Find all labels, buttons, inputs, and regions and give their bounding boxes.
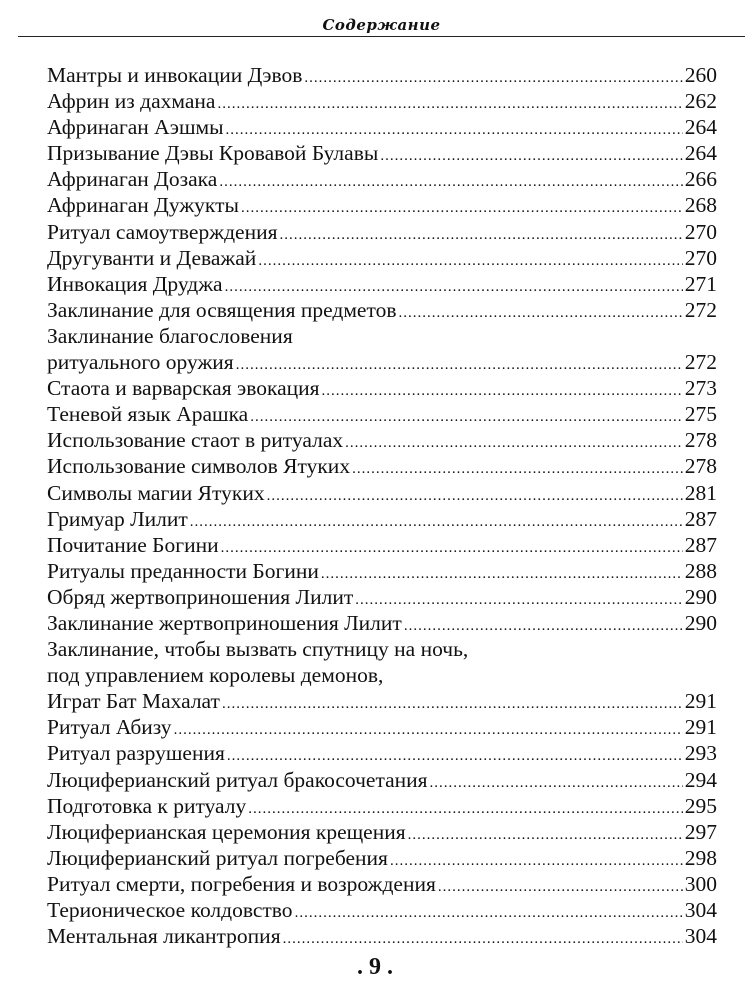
toc-entry-title: Афринаган Аэшмы <box>47 115 224 140</box>
toc-entry-title: Ритуал разрушения <box>47 741 225 766</box>
toc-entry-page: 294 <box>684 767 717 792</box>
dot-leader <box>227 740 683 769</box>
toc-entry[interactable] <box>47 871 717 897</box>
toc-entry[interactable] <box>47 845 717 871</box>
toc-entry[interactable] <box>47 584 717 610</box>
toc-entry[interactable] <box>47 88 717 114</box>
toc-entry-page: 291 <box>684 689 717 714</box>
dot-leader <box>248 793 682 822</box>
toc-entry-title: Инвокация Друджа <box>47 271 223 296</box>
dot-leader <box>321 558 683 587</box>
toc-entry-page: 272 <box>684 297 717 322</box>
toc-entry-page: 268 <box>684 193 717 218</box>
toc-entry-title: Ритуал смерти, погребения и возрождения <box>47 871 436 896</box>
toc-entry[interactable] <box>47 610 717 636</box>
toc-entry-page: 273 <box>684 376 717 401</box>
toc-entry-page: 288 <box>684 558 717 583</box>
dot-leader <box>345 427 683 456</box>
toc-entry-page: 264 <box>684 115 717 140</box>
toc-entry-title: Ритуал Абизу <box>47 715 172 740</box>
toc-entry-title: Люциферианский ритуал погребения <box>47 845 388 870</box>
toc-entry-title: Призывание Дэвы Кровавой Булавы <box>47 141 379 166</box>
dot-leader <box>236 349 683 378</box>
toc-entry-title: Африн из дахмана <box>47 89 216 114</box>
toc-entry-page: 293 <box>684 741 717 766</box>
toc-entry-page: 270 <box>684 219 717 244</box>
dot-leader <box>430 767 683 796</box>
toc-entry-title: Ритуалы преданности Богини <box>47 558 319 583</box>
toc-entry[interactable] <box>47 636 717 662</box>
toc-entry-title: Другуванти и Деважай <box>47 245 257 270</box>
toc-entry-title: Гримуар Лилит <box>47 506 188 531</box>
toc-entry-title: Использование символов Ятуких <box>47 454 351 479</box>
toc-entry-page: 298 <box>684 845 717 870</box>
toc-entry[interactable] <box>47 819 717 845</box>
dot-leader <box>295 897 683 926</box>
page-number: . 9 . <box>357 954 393 980</box>
toc-entry-title: Использование стаот в ритуалах <box>47 428 344 453</box>
toc-entry-page: 275 <box>684 402 717 427</box>
toc-entry[interactable] <box>47 375 717 401</box>
dot-leader <box>219 166 682 195</box>
toc-entry[interactable] <box>47 897 717 923</box>
dot-leader <box>279 219 682 248</box>
dot-leader <box>267 480 683 509</box>
toc-entry-page: 287 <box>684 532 717 557</box>
toc-entry-title: Обряд жертвоприношения Лилит <box>47 584 354 609</box>
toc-entry-page: 304 <box>684 898 717 922</box>
toc-entry-title: Люциферианский ритуал бракосочетания <box>47 767 428 792</box>
toc-entry[interactable] <box>47 480 717 506</box>
toc-entry-title: Подготовка к ритуалу <box>47 793 247 818</box>
toc-entry-page: 287 <box>684 506 717 531</box>
toc-entry-title: Мантры и инвокации Дэвов <box>47 63 303 87</box>
toc-entry[interactable] <box>47 558 717 584</box>
toc-entry[interactable] <box>47 923 717 949</box>
dot-leader <box>352 453 683 482</box>
toc-entry[interactable] <box>47 401 717 427</box>
toc-entry[interactable] <box>47 662 717 688</box>
toc-entry-page: 262 <box>684 89 717 114</box>
dot-leader <box>408 819 683 848</box>
toc-entry-page: 290 <box>684 584 717 609</box>
toc-entry-page: 295 <box>684 793 717 818</box>
running-header <box>18 14 745 37</box>
toc-entry-page: 304 <box>684 924 717 949</box>
toc-entry-page: 290 <box>684 610 717 635</box>
toc-entry-page: 300 <box>684 871 717 896</box>
toc-entry-title: Заклинание благословения <box>47 323 293 348</box>
toc-entry-title: Афринаган Дозака <box>47 167 218 192</box>
toc-entry-title: Терионическое колдовство <box>47 898 293 922</box>
dot-leader <box>221 532 683 561</box>
dot-leader <box>226 114 683 143</box>
toc-entry-page: 271 <box>684 271 717 296</box>
toc-entry-title: Ментальная ликантропия <box>47 924 281 949</box>
toc-entry-page: 278 <box>684 454 717 479</box>
toc-entry[interactable] <box>47 192 717 218</box>
toc-entry-title: Играт Бат Махалат <box>47 689 220 714</box>
toc-entry-title: Почитание Богини <box>47 532 219 557</box>
toc-entry-page: 270 <box>684 245 717 270</box>
toc-entry[interactable] <box>47 166 717 192</box>
header-title: Содержание <box>322 16 441 34</box>
toc-entry-title: Заклинание жертвоприношения Лилит <box>47 610 402 635</box>
toc-entry-page: 264 <box>684 141 717 166</box>
dot-leader <box>174 714 683 743</box>
toc-entry[interactable] <box>47 62 717 88</box>
toc-entry-page: 278 <box>684 428 717 453</box>
dot-leader <box>250 401 683 430</box>
toc-entry-page: 291 <box>684 715 717 740</box>
dot-leader <box>355 584 682 613</box>
dot-leader <box>217 88 682 117</box>
toc-entry-page: 297 <box>684 819 717 844</box>
toc-entry[interactable] <box>47 219 717 245</box>
toc-entry-page: 266 <box>684 167 717 192</box>
dot-leader <box>390 845 683 874</box>
dot-leader <box>283 923 683 952</box>
toc-entry-page: 260 <box>684 63 717 87</box>
dot-leader <box>241 192 683 221</box>
toc-entry[interactable] <box>47 349 717 375</box>
toc-entry[interactable] <box>47 245 717 271</box>
toc-entry[interactable] <box>47 114 717 140</box>
toc-entry[interactable] <box>47 793 717 819</box>
toc-entry[interactable] <box>47 323 717 349</box>
toc-entry[interactable] <box>47 740 717 766</box>
toc-entry-title: Символы магии Ятуких <box>47 480 265 505</box>
toc-entry[interactable] <box>47 427 717 453</box>
dot-leader <box>404 610 683 639</box>
dot-leader <box>438 871 683 900</box>
toc-entry-title: под управлением королевы демонов, <box>47 663 384 688</box>
dot-leader <box>258 245 682 274</box>
toc-entry[interactable] <box>47 297 717 323</box>
toc-entry[interactable] <box>47 714 717 740</box>
toc-entry-title: Афринаган Дужукты <box>47 193 239 218</box>
toc-entry[interactable] <box>47 688 717 714</box>
dot-leader <box>398 297 682 326</box>
toc-entry[interactable] <box>47 506 717 532</box>
toc-entry[interactable] <box>47 453 717 479</box>
toc-entry-title: Заклинание, чтобы вызвать спутницу на ночь, <box>47 637 469 662</box>
toc-entry[interactable] <box>47 140 717 166</box>
toc-entry[interactable] <box>47 271 717 297</box>
toc-entry[interactable] <box>47 532 717 558</box>
toc-entry[interactable] <box>47 767 717 793</box>
toc-entry-page: 272 <box>684 350 717 375</box>
dot-leader <box>304 62 682 91</box>
toc-entry-title: ритуального оружия <box>47 350 234 375</box>
dot-leader <box>322 375 683 404</box>
toc-entry-title: Теневой язык Арашка <box>47 402 249 427</box>
toc-entry-page: 281 <box>684 480 717 505</box>
toc-entry-title: Люциферианская церемония крещения <box>47 819 406 844</box>
dot-leader <box>190 506 683 535</box>
dot-leader <box>380 140 682 169</box>
table-of-contents <box>47 62 717 949</box>
toc-entry-title: Ритуал самоутверждения <box>47 219 278 244</box>
toc-entry-title: Заклинание для освящения предметов <box>47 297 397 322</box>
dot-leader <box>225 271 683 300</box>
toc-entry-title: Стаота и варварская эвокация <box>47 376 320 401</box>
dot-leader <box>222 688 683 717</box>
